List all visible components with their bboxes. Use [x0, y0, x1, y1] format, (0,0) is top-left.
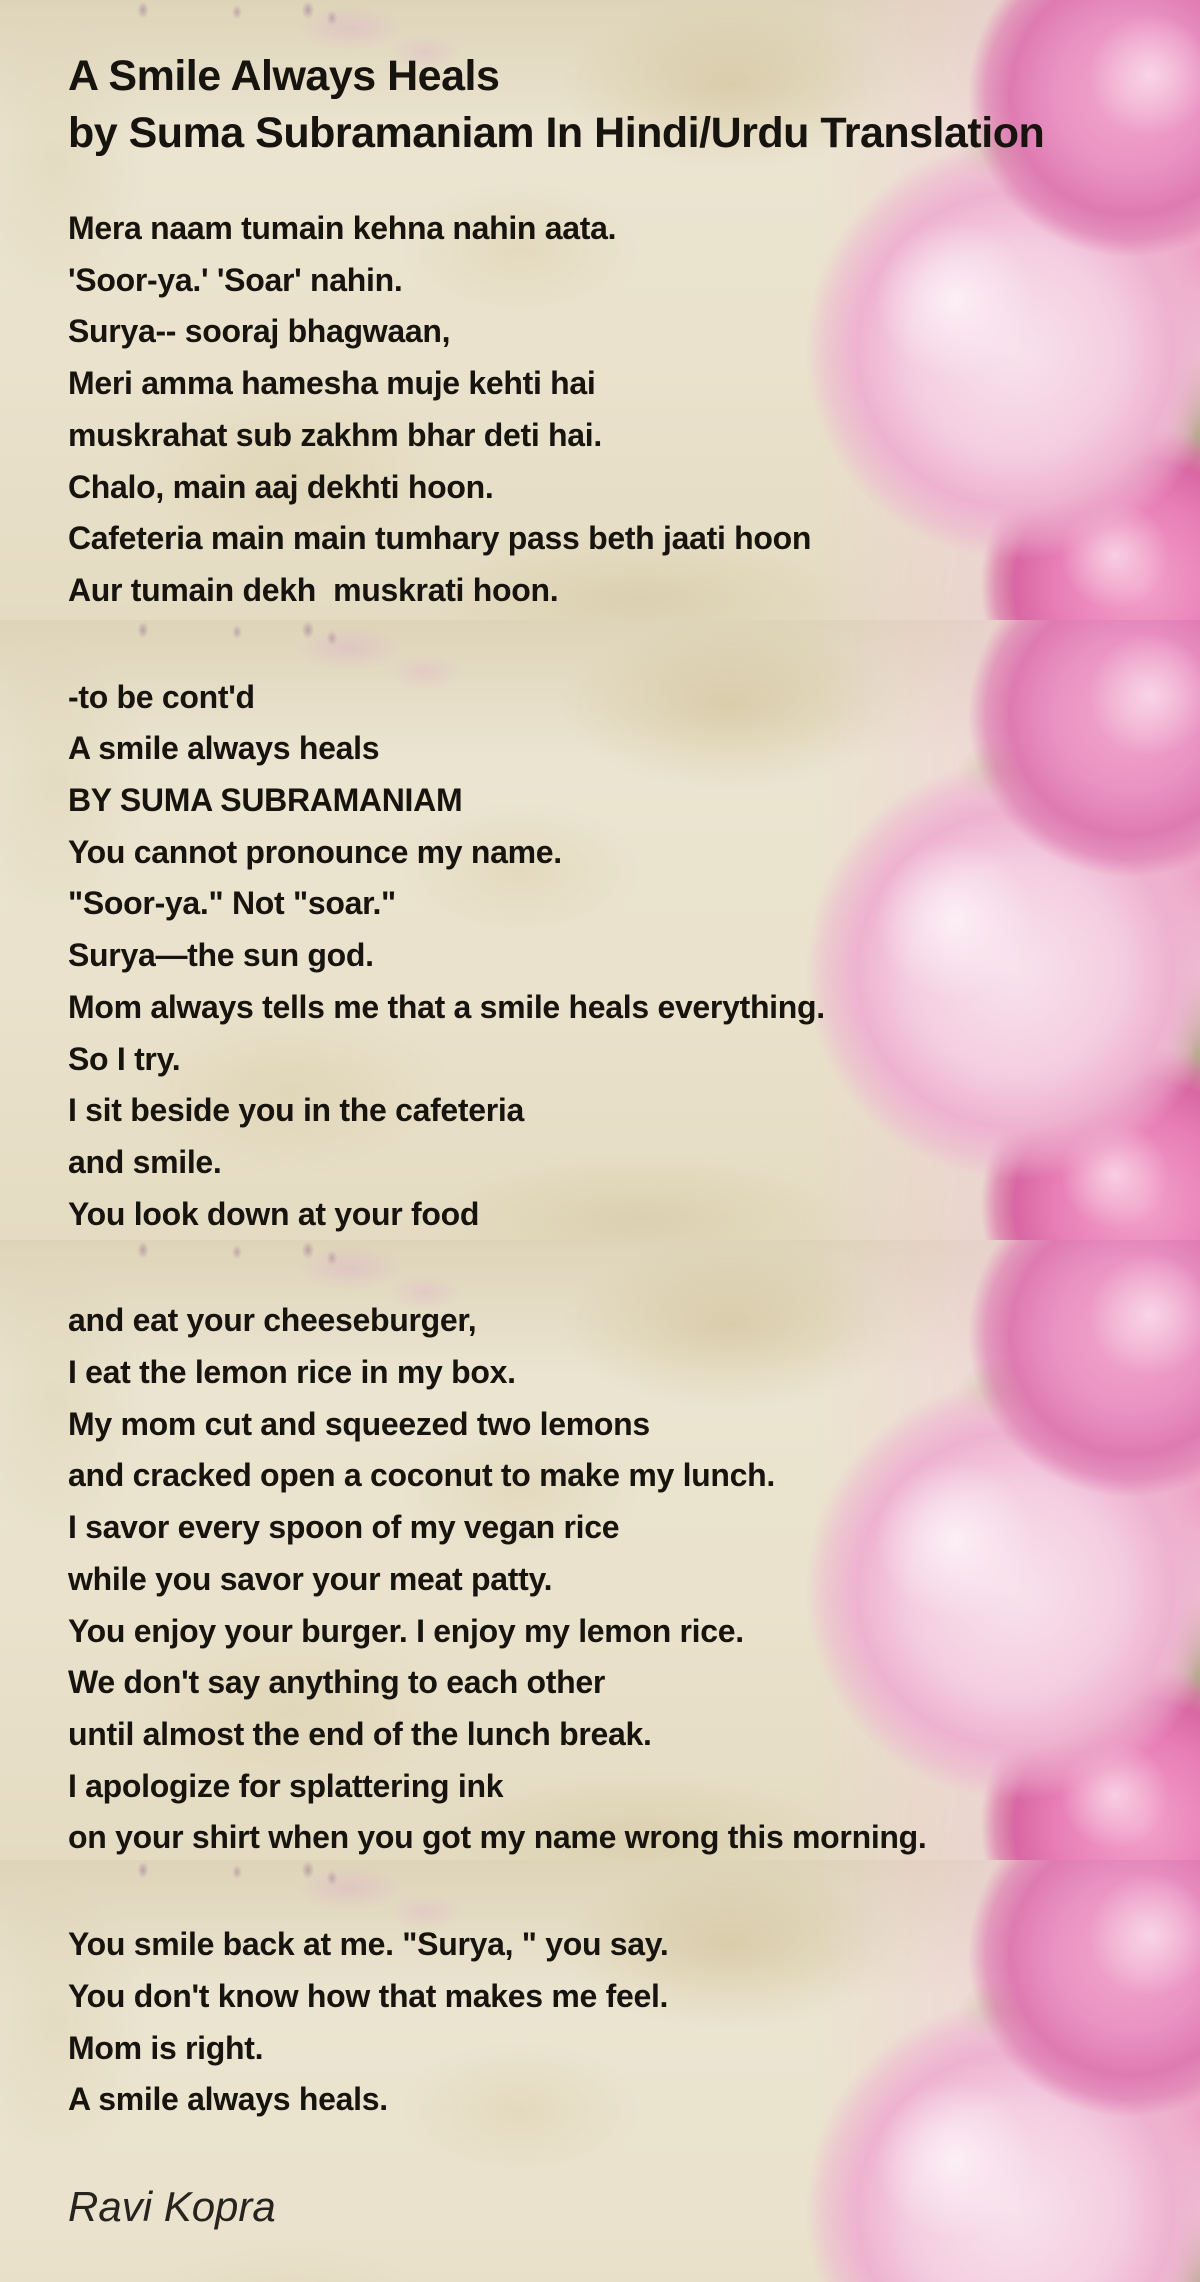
poem-line: You smile back at me. "Surya, " you say.	[68, 1926, 669, 1963]
poem-line: You don't know how that makes me feel.	[68, 1977, 669, 2014]
poem-line: muskrahat sub zakhm bhar deti hai.	[68, 416, 602, 453]
poem-line: Cafeteria main main tumhary pass beth jaati hoon	[68, 520, 812, 557]
poem-line: So I try.	[68, 1040, 181, 1077]
poem-line: Mom always tells me that a smile heals everything.	[68, 988, 825, 1025]
poem-line: You cannot pronounce my name.	[68, 833, 562, 870]
poem-title	[68, 48, 1200, 162]
poem-line: My mom cut and squeezed two lemons	[68, 1405, 650, 1442]
stanza-2	[68, 672, 1200, 1241]
poem-line: Surya-- sooraj bhagwaan,	[68, 313, 451, 350]
poem-content	[68, 48, 1200, 2233]
poem-line: We don't say anything to each other	[68, 1664, 606, 1701]
author-signature: Ravi Kopra	[68, 2182, 276, 2230]
poem-line: A smile always heals	[68, 730, 380, 767]
poem-line: Meri amma hamesha muje kehti hai	[68, 365, 596, 402]
poem-line: and smile.	[68, 1143, 222, 1180]
stanza-4	[68, 1919, 1200, 2126]
poem-line: Mom is right.	[68, 2029, 264, 2066]
poem-line: A smile always heals.	[68, 2081, 388, 2118]
poem-title-line2: by Suma Subramaniam In Hindi/Urdu Translation	[68, 109, 1045, 157]
poem-line: and eat your cheeseburger,	[68, 1302, 477, 1339]
stanza-1	[68, 203, 1200, 617]
poem-line: I eat the lemon rice in my box.	[68, 1354, 516, 1391]
poem-line: on your shirt when you got my name wrong this morning.	[68, 1819, 927, 1856]
poem-line: Aur tumain dekh muskrati hoon.	[68, 571, 559, 608]
poem-line: Mera naam tumain kehna nahin aata.	[68, 210, 617, 246]
poem-line: I savor every spoon of my vegan rice	[68, 1509, 620, 1546]
poem-line: I apologize for splattering ink	[68, 1767, 504, 1804]
poem-line: You look down at your food	[68, 1195, 480, 1232]
poem-line: "Soor-ya." Not "soar."	[68, 885, 396, 922]
poem-line: I sit beside you in the cafeteria	[68, 1092, 525, 1129]
poem-line: Chalo, main aaj dekhti hoon.	[68, 468, 494, 505]
poem-line: BY SUMA SUBRAMANIAM	[68, 782, 463, 819]
poem-line: and cracked open a coconut to make my lunch.	[68, 1457, 775, 1494]
poem-line: while you savor your meat patty.	[68, 1560, 553, 1597]
poem-line: until almost the end of the lunch break.	[68, 1715, 652, 1752]
poem-line: Surya—the sun god.	[68, 937, 374, 974]
poem-title-line1: A Smile Always Heals	[68, 52, 500, 100]
poem-line: 'Soor-ya.' 'Soar' nahin.	[68, 261, 403, 298]
poem-line: You enjoy your burger. I enjoy my lemon rice.	[68, 1612, 744, 1649]
poem-line: -to be cont'd	[68, 678, 255, 715]
stanza-3	[68, 1295, 1200, 1864]
